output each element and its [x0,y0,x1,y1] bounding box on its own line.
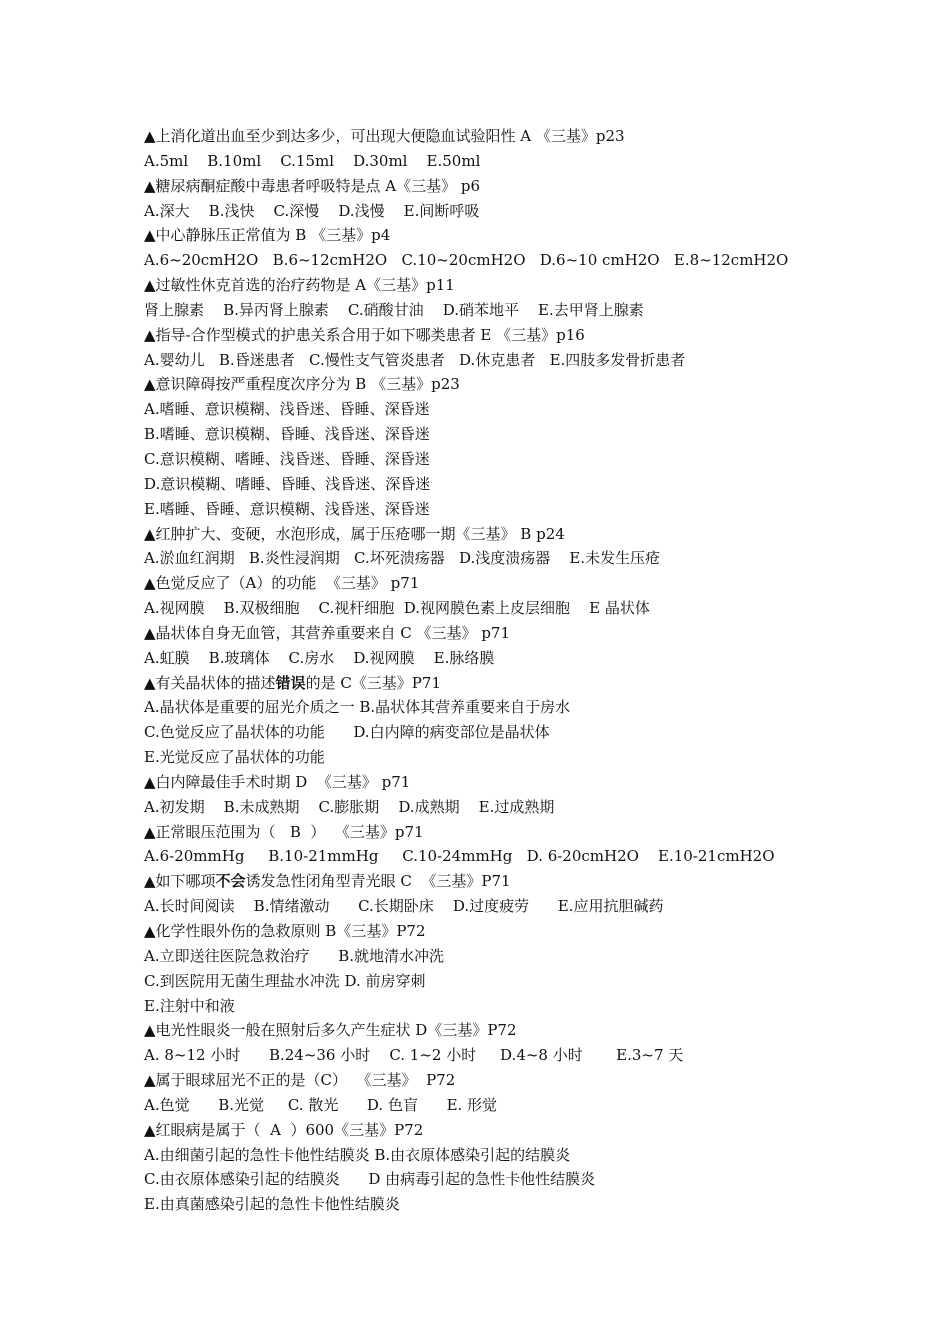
question-line: ▲意识障碍按严重程度次序分为 B 《三基》p23 [144,375,460,394]
question-text: ▲如下哪项 [144,872,216,891]
options-line: C.到医院用无菌生理盐水冲洗 D. 前房穿刺 [144,971,426,990]
options-line: A.色觉 B.光觉 C. 散光 D. 色盲 E. 形觉 [144,1095,498,1114]
options-line: A.视网膜 B.双极细胞 C.视杆细胞 D.视网膜色素上皮层细胞 E 晶状体 [144,599,650,618]
options-line: A.6-20mmHg B.10-21mmHg C.10-24mmHg D. 6-20cmH2O E.10-21cmH2O [144,847,775,866]
options-line: C.色觉反应了晶状体的功能 D.白内障的病变部位是晶状体 [144,723,550,742]
question-line: ▲属于眼球屈光不正的是（C） 《三基》 P72 [144,1071,456,1090]
options-line: 肾上腺素 B.异丙肾上腺素 C.硝酸甘油 D.硝苯地平 E.去甲肾上腺素 [144,300,644,319]
options-line: A.虹膜 B.玻璃体 C.房水 D.视网膜 E.脉络膜 [144,648,495,667]
options-line: E.光觉反应了晶状体的功能 [144,748,325,767]
question-line: ▲红眼病是属于（ A ）600《三基》P72 [144,1120,424,1139]
question-line: ▲指导-合作型模式的护患关系合用于如下哪类患者 E 《三基》p16 [144,325,585,344]
question-text: ▲有关晶状体的描述 [144,673,276,692]
question-line: ▲糖尿病酮症酸中毒患者呼吸特是点 A《三基》 p6 [144,176,481,195]
options-line: B.嗜睡、意识模糊、昏睡、浅昏迷、深昏迷 [144,425,430,444]
options-line: A.淤血红润期 B.炎性浸润期 C.坏死溃疡器 D.浅度溃疡器 E.未发生压疮 [144,549,661,568]
emphasis-text: 错误 [275,673,306,692]
question-text: 的是 C《三基》P71 [305,673,441,692]
question-line: ▲过敏性休克首选的治疗药物是 A《三基》p11 [144,276,455,295]
options-line: C.由衣原体感染引起的结膜炎 D 由病毒引起的急性卡他性结膜炎 [144,1170,596,1189]
options-line: C.意识模糊、嗜睡、浅昏迷、昏睡、深昏迷 [144,449,430,468]
options-line: E.由真菌感染引起的急性卡他性结膜炎 [144,1195,400,1214]
options-line: A.立即送往医院急救治疗 B.就地清水冲洗 [144,946,445,965]
options-line: D.意识模糊、嗜睡、昏睡、浅昏迷、深昏迷 [144,474,431,493]
question-line: ▲正常眼压范围为（ B ） 《三基》p71 [144,822,424,841]
options-line: A.嗜睡、意识模糊、浅昏迷、昏睡、深昏迷 [144,400,430,419]
options-line: A.初发期 B.未成熟期 C.膨胀期 D.成熟期 E.过成熟期 [144,797,555,816]
options-line: A.深大 B.浅快 C.深慢 D.浅慢 E.间断呼吸 [144,201,480,220]
options-line: A. 8~12 小时 B.24~36 小时 C. 1~2 小时 D.4~8 小时 E.3~7 天 [144,1046,684,1065]
question-line [144,869,844,894]
options-line: A.婴幼儿 B.昏迷患者 C.慢性支气管炎患者 D.休克患者 E.四肢多发骨折患者 [144,350,686,369]
question-line: ▲中心静脉压正常值为 B 《三基》p4 [144,226,391,245]
options-line: E.注射中和液 [144,996,235,1015]
options-line: A.长时间阅读 B.情绪激动 C.长期卧床 D.过度疲劳 E.应用抗胆碱药 [144,897,664,916]
question-line: ▲色觉反应了（A）的功能 《三基》 p71 [144,574,420,593]
options-line: E.嗜睡、昏睡、意识模糊、浅昏迷、深昏迷 [144,499,430,518]
question-line: ▲化学性眼外伤的急救原则 B《三基》P72 [144,922,426,940]
emphasis-text: 不会 [215,872,246,891]
options-line: A.5ml B.10ml C.15ml D.30ml E.50ml [144,151,481,170]
question-text: 诱发急性闭角型青光眼 C 《三基》P71 [245,872,511,891]
options-line: A.由细菌引起的急性卡他性结膜炎 B.由衣原体感染引起的结膜炎 [144,1145,571,1164]
question-line: ▲上消化道出血至少到达多少，可出现大便隐血试验阳性 A 《三基》p23 [144,127,625,145]
options-line: A.6~20cmH2O B.6~12cmH2O C.10~20cmH2O D.6~10 cmH2O E.8~12cmH2O [144,251,789,270]
document-body [144,124,844,1217]
question-line: ▲晶状体自身无血管，其营养重要来自 C 《三基》 p71 [144,623,511,642]
question-line [144,671,844,696]
options-line: A.晶状体是重要的屈光介质之一 B.晶状体其营养重要来自于房水 [144,698,571,717]
question-line: ▲红肿扩大、变硬，水泡形成，属于压疮哪一期《三基》 B p24 [144,524,565,543]
question-line: ▲白内障最佳手术时期 D 《三基》 p71 [144,772,411,791]
question-line: ▲电光性眼炎一般在照射后多久产生症状 D《三基》P72 [144,1021,517,1040]
